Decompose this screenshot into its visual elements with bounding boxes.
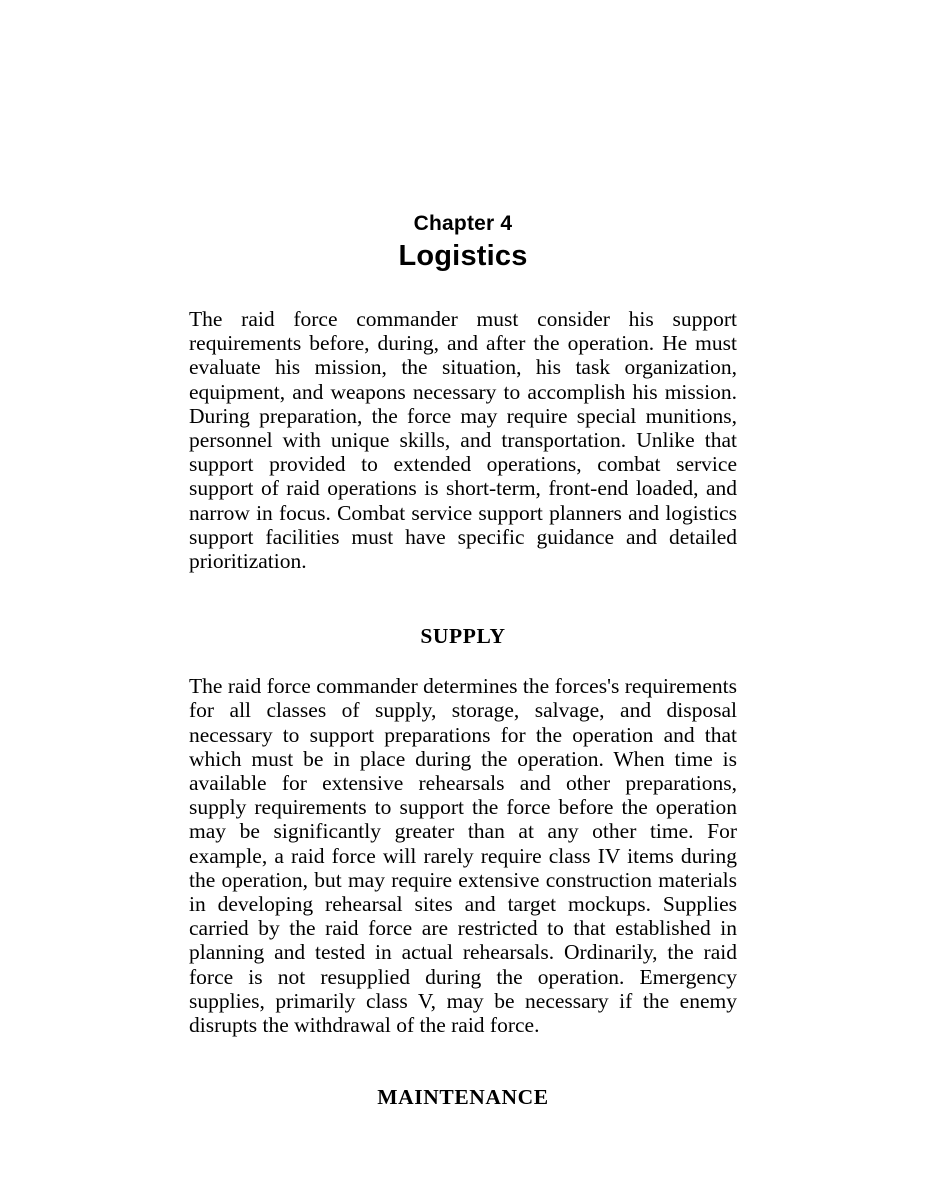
- spacer-after-supply: [189, 649, 737, 674]
- spacer-before-maintenance: [189, 1037, 737, 1085]
- page-content: [189, 212, 737, 1110]
- chapter-label: Chapter 4: [413, 212, 513, 235]
- chapter-title: Logistics: [398, 240, 528, 272]
- section-heading-maintenance: MAINTENANCE: [377, 1085, 549, 1110]
- spacer-before-supply: [189, 573, 737, 624]
- intro-paragraph: The raid force commander must consider his support requirements before, during, and after the operation. He must evaluate his mission, the situation, his task organization, equipment, and weapons necessary to accomplish his mission. During preparation, the force may require special munitions, personnel with unique skills, and transportation. Unlike that support provided to extended operations, combat service support of raid operations is short-term, front-end loaded, and narrow in focus. Combat service support planners and logistics support facilities must have specific guidance and detailed prioritization.: [189, 307, 737, 574]
- section-heading-supply: SUPPLY: [420, 624, 506, 649]
- supply-paragraph: The raid force commander determines the forces's requirements for all classes of supply, storage, salvage, and disposal necessary to support preparations for the operation and that which must be in place during the operation. When time is available for extensive rehearsals and other preparations, supply requirements to support the force before the operation may be significantly greater than at any other time. For example, a raid force will rarely require class IV items during the operation, but may require extensive construction materials in developing rehearsal sites and target mockups. Supplies carried by the raid force are restricted to that established in planning and tested in actual rehearsals. Ordinarily, the raid force is not resupplied during the operation. Emergency supplies, primarily class V, may be necessary if the enemy disrupts the withdrawal of the raid force.: [189, 674, 737, 1038]
